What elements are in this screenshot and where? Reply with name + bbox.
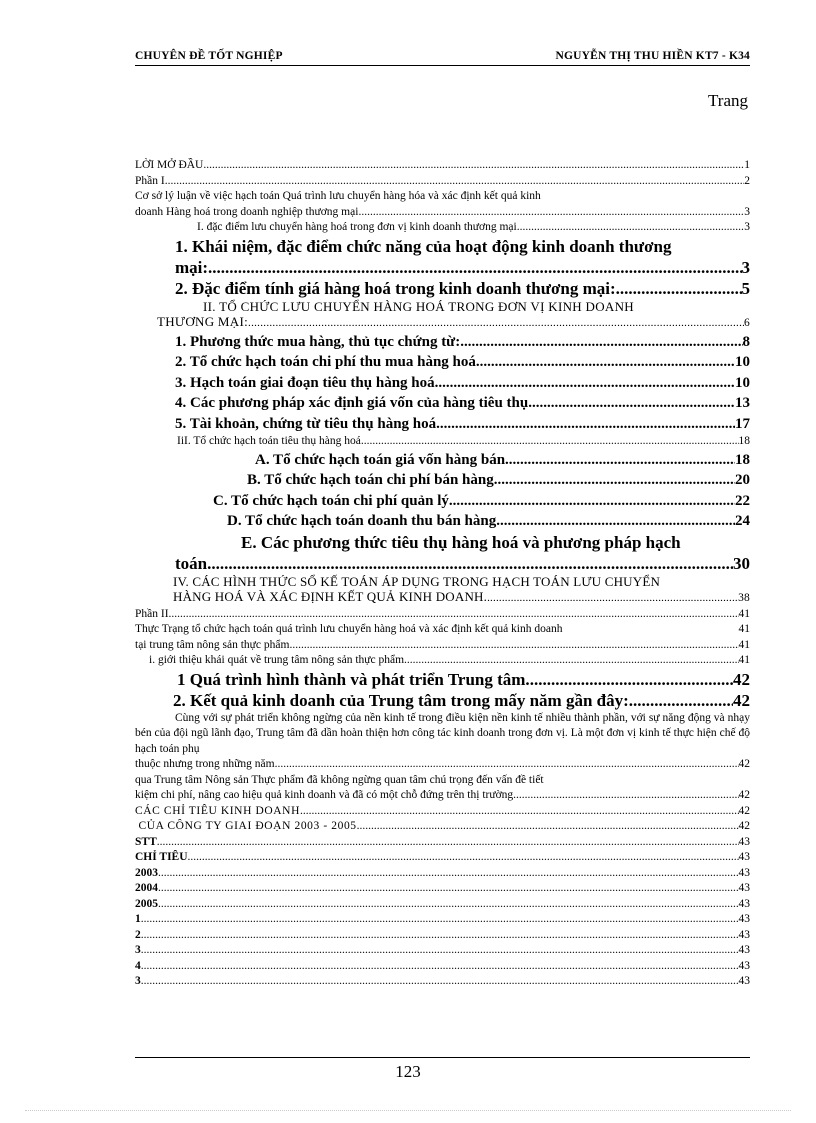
toc-entry[interactable]: toán. ..... 30 (135, 553, 750, 574)
toc-entry[interactable]: 4 ..... 43 (135, 959, 750, 975)
toc-entry[interactable]: mại: ..... 3 (135, 257, 750, 278)
footer-divider (135, 1057, 750, 1058)
toc-entry[interactable]: 2004 ..... 43 (135, 881, 750, 897)
toc-entry[interactable]: THƯƠNG MẠI: ..... 6 (135, 314, 750, 332)
trang-label: Trang (708, 91, 748, 110)
toc-entry[interactable]: 3 ..... 43 (135, 943, 750, 959)
toc-entry[interactable]: 1 Quá trình hình thành và phát triển Trung tâm. ..... 42 (135, 669, 750, 690)
toc-entry[interactable]: Phần I ..... 2 (135, 174, 750, 190)
toc-entry[interactable]: CHỈ TIÊU ..... 43 (135, 850, 750, 866)
toc-entry[interactable]: 2005 ..... 43 (135, 897, 750, 913)
header-right: NGUYỄN THỊ THU HIỀN KT7 - K34 (555, 50, 750, 62)
toc-entry[interactable]: D. Tổ chức hạch toán doanh thu bán hàng. ..... 24 (135, 511, 750, 532)
header-divider (135, 65, 750, 66)
toc-entry[interactable]: 2. Tổ chức hạch toán chi phí thu mua hàng hoá. ..... 10 (135, 352, 750, 373)
toc-entry[interactable]: A. Tổ chức hạch toán giá vốn hàng bán. ..... 18 (135, 450, 750, 471)
toc-entry[interactable]: 3. Hạch toán giai đoạn tiêu thụ hàng hoá. ..... 10 (135, 373, 750, 394)
page-edge-marker (25, 1110, 791, 1111)
toc-entry[interactable]: 4. Các phương pháp xác định giá vốn của hàng tiêu thụ. ..... 13 (135, 393, 750, 414)
toc-entry[interactable]: 2. Đặc điểm tính giá hàng hoá trong kinh doanh thương mại: ..... 5 (135, 278, 750, 299)
toc-entry[interactable]: 1 ..... 43 (135, 912, 750, 928)
toc-entry[interactable]: HÀNG HOÁ VÀ XÁC ĐỊNH KẾT QUẢ KINH DOANH. ..... 38 (135, 589, 750, 607)
toc-entry[interactable]: Thực Trạng tổ chức hạch toán quá trình lưu chuyển hàng hoá và xác định kết quả kinh doanh 41 (135, 623, 750, 635)
toc-entry[interactable]: 2003 ..... 43 (135, 866, 750, 882)
toc-entry[interactable]: 2. Kết quả kinh doanh của Trung tâm trong mấy năm gần đây: ..... 42 (135, 690, 750, 711)
toc-entry[interactable]: doanh Hàng hoá trong doanh nghiệp thương mại ..... 3 (135, 205, 750, 221)
toc-entry[interactable]: II. TỔ CHỨC LƯU CHUYỂN HÀNG HOÁ TRONG ĐƠN VỊ KINH DOANH (203, 298, 634, 314)
toc-entry[interactable]: qua Trung tâm Nông sản Thực phẩm đã không ngừng quan tâm chú trọng đến vấn đề tiết (135, 773, 544, 786)
toc-entry[interactable]: i. giới thiệu khái quát về trung tâm nông sản thực phẩm. ..... 41 (135, 653, 750, 669)
toc-entry[interactable]: C. Tổ chức hạch toán chi phí quản lý. ..... 22 (135, 491, 750, 512)
toc-entry[interactable]: 2 ..... 43 (135, 928, 750, 944)
toc-entry[interactable]: Cơ sở lý luận về việc hạch toán Quá trình lưu chuyển hàng hóa và xác định kết quả kinh (135, 190, 541, 202)
toc-entry[interactable]: IV. CÁC HÌNH THỨC SỔ KẾ TOÁN ÁP DỤNG TRONG HẠCH TOÁN LƯU CHUYỂN (173, 573, 661, 589)
toc-entry[interactable]: STT ..... 43 (135, 835, 750, 851)
table-of-contents (135, 158, 750, 990)
toc-entry[interactable]: kiệm chi phí, nâng cao hiệu quả kinh doanh và đã có một chỗ đứng trên thị trường. ..... 42 (135, 788, 750, 804)
toc-entry[interactable]: Phần II ..... 41 (135, 607, 750, 623)
toc-entry[interactable]: tại trung tâm nông sản thực phẩm ..... 41 (135, 638, 750, 654)
toc-entry[interactable]: E. Các phương thức tiêu thụ hàng hoá và phương pháp hạch (241, 532, 681, 552)
toc-entry[interactable]: thuộc nhưng trong những năm ..... 42 (135, 757, 750, 773)
toc-entry[interactable]: LỜI MỞ ĐẦU ..... 1 (135, 158, 750, 174)
toc-entry[interactable]: IiI. Tổ chức hạch toán tiêu thụ hàng hoá. ..... 18 (135, 434, 750, 450)
page-number: 123 (395, 1062, 421, 1081)
toc-paragraph[interactable]: Cùng với sự phát triển không ngừng của nền kinh tế trong điều kiện nền kinh tế nhiều thành phần, với sự năng động và nhạy bén của đội ngũ lãnh đạo, Trung tâm đã dần hoàn thiện hơn công tác kinh doanh trong đơn vị. Là một đơn vị kinh tế thực hiện chế độ hạch toán phụ (135, 711, 750, 755)
toc-entry[interactable]: B. Tổ chức hạch toán chi phí bán hàng. ..... 20 (135, 470, 750, 491)
toc-entry[interactable]: 1. Phương thức mua hàng, thủ tục chứng từ: ..... 8 (135, 332, 750, 353)
toc-entry[interactable]: CỦA CÔNG TY GIAI ĐOẠN 2003 - 2005 ..... 42 (135, 819, 750, 835)
toc-entry[interactable]: 3 ..... 43 (135, 974, 750, 990)
toc-entry[interactable]: I. đặc điểm lưu chuyển hàng hoá trong đơn vị kinh doanh thương mại. ..... 3 (135, 220, 750, 236)
toc-entry[interactable]: 5. Tài khoản, chứng từ tiêu thụ hàng hoá. ..... 17 (135, 414, 750, 435)
toc-entry[interactable]: 1. Khái niệm, đặc điểm chức năng của hoạt động kinh doanh thương (175, 236, 672, 256)
header-left: CHUYÊN ĐỀ TỐT NGHIỆP (135, 50, 283, 62)
toc-entry[interactable]: CÁC CHỈ TIÊU KINH DOANH ..... 42 (135, 804, 750, 820)
